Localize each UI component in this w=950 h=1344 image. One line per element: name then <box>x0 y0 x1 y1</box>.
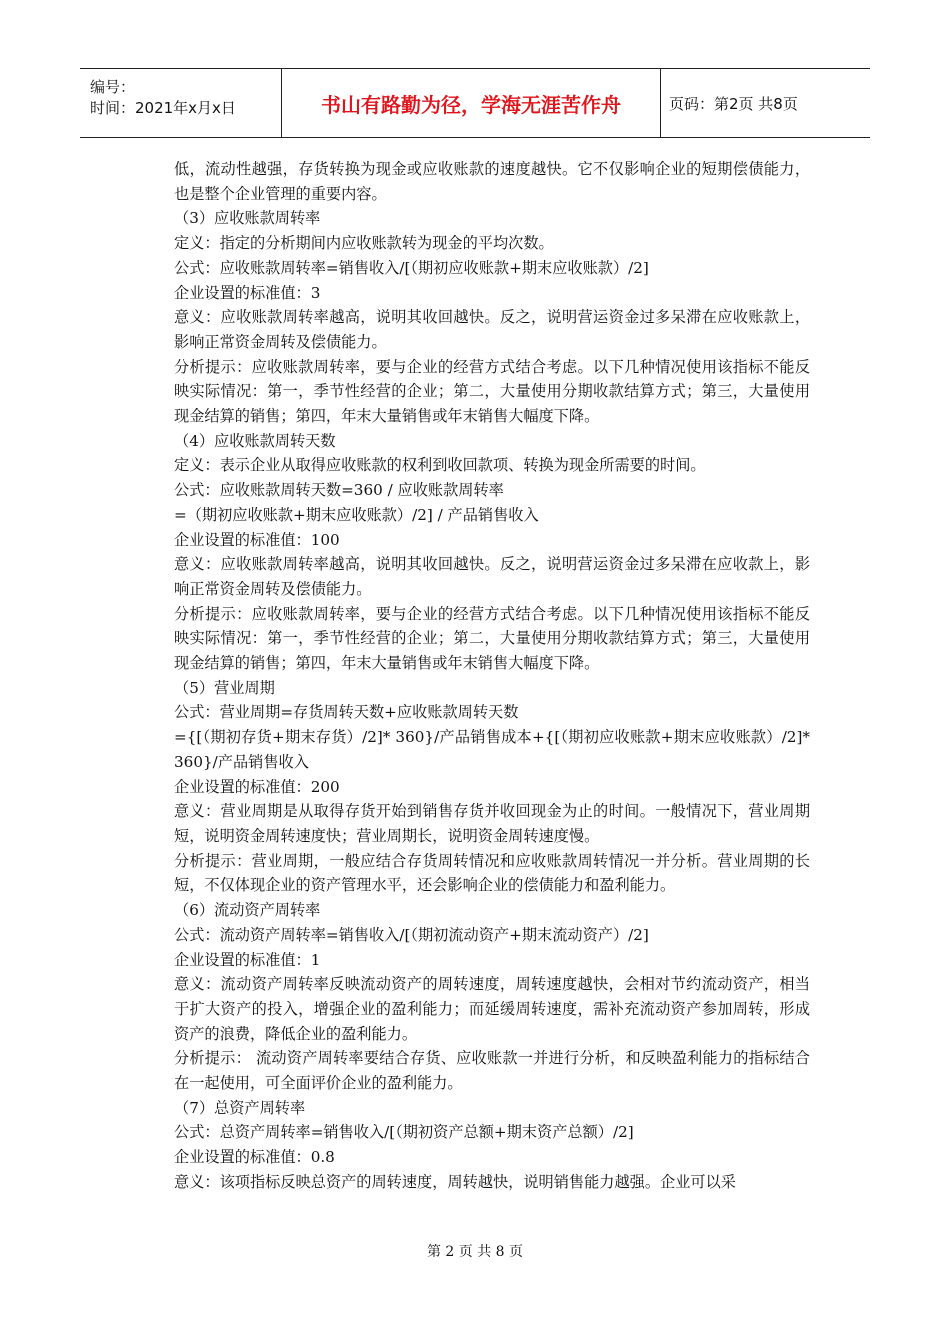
document-body <box>174 157 810 1195</box>
page-footer: 第 2 页 共 8 页 <box>426 1244 524 1260</box>
paragraph: 低，流动性越强，存货转换为现金或应收账款的速度越快。它不仅影响企业的短期偿债能力，也是整个企业管理的重要内容。 <box>174 160 810 203</box>
formula-line: 公式：应收账款周转率=销售收入/[（期初应收账款+期末应收账款）/2] <box>174 258 649 277</box>
formula-line: =（期初应收账款+期末应收账款）/2] / 产品销售收入 <box>174 505 539 524</box>
formula-line: 公式：流动资产周转率=销售收入/[（期初流动资产+期末流动资产）/2] <box>174 925 649 944</box>
formula-line: 公式：营业周期=存货周转天数+应收账款周转天数 <box>174 703 519 722</box>
paragraph: 分析提示：应收账款周转率，要与企业的经营方式结合考虑。以下几种情况使用该指标不能反映实际情况：第一，季节性经营的企业；第二，大量使用分期收款结算方式；第三，大量使用现金结算的销售；第四，年末大量销售或年末销售大幅度下降。 <box>174 357 810 426</box>
paragraph: 分析提示： 流动资产周转率要结合存货、应收账款一并进行分析，和反映盈利能力的指标结合在一起使用，可全面评价企业的盈利能力。 <box>174 1049 810 1093</box>
paragraph: 意义：该项指标反映总资产的周转速度，周转越快，说明销售能力越强。企业可以采 <box>174 1172 736 1191</box>
section-heading: （7）总资产周转率 <box>174 1098 306 1117</box>
document-number-label: 编号： <box>90 78 136 96</box>
paragraph: 意义：营业周期是从取得存货开始到销售存货并收回现金为止的时间。一般情况下，营业周期短，说明资金周转速度快；营业周期长，说明资金周转速度慢。 <box>174 802 810 845</box>
paragraph: 定义：表示企业从取得应收账款的权利到收回款项、转换为现金所需要的时间。 <box>174 456 706 475</box>
page-header <box>80 68 870 138</box>
document-time-label: 时间：2021年x月x日 <box>90 99 236 117</box>
paragraph: 意义：应收账款周转率越高，说明其收回越快。反之，说明营运资金过多呆滞在应收账款上，影响正常资金周转及偿债能力。 <box>174 308 810 351</box>
standard-value: 企业设置的标准值：3 <box>174 283 321 302</box>
header-page-info: 页码：第2页 共8页 <box>669 94 798 113</box>
formula-line: ={[（期初存货+期末存货）/2]* 360}/产品销售成本+{[（期初应收账款+期末应收账款）/2]* 360}/产品销售收入 <box>174 728 810 771</box>
section-heading: （6）流动资产周转率 <box>174 901 321 920</box>
header-meta <box>80 69 282 137</box>
paragraph: 分析提示：应收账款周转率，要与企业的经营方式结合考虑。以下几种情况使用该指标不能反映实际情况：第一，季节性经营的企业；第二，大量使用分期收款结算方式；第三，大量使用现金结算的销售；第四，年末大量销售或年末销售大幅度下降。 <box>174 604 810 673</box>
standard-value: 企业设置的标准值：100 <box>174 530 340 549</box>
paragraph: 意义：应收账款周转率越高，说明其收回越快。反之，说明营运资金过多呆滞在应收款上，影响正常资金周转及偿债能力。 <box>174 555 810 598</box>
standard-value: 企业设置的标准值：1 <box>174 950 321 969</box>
formula-line: 公式：总资产周转率=销售收入/[（期初资产总额+期末资产总额）/2] <box>174 1123 634 1142</box>
paragraph: 定义：指定的分析期间内应收账款转为现金的平均次数。 <box>174 234 554 253</box>
standard-value: 企业设置的标准值：200 <box>174 777 340 796</box>
header-slogan: 书山有路勤为径，学海无涯苦作舟 <box>282 69 661 137</box>
section-heading: （3）应收账款周转率 <box>174 209 321 228</box>
section-heading: （5）营业周期 <box>174 678 275 697</box>
section-heading: （4）应收账款周转天数 <box>174 431 336 450</box>
formula-line: 公式：应收账款周转天数=360 / 应收账款周转率 <box>174 481 504 500</box>
standard-value: 企业设置的标准值：0.8 <box>174 1148 335 1167</box>
paragraph: 意义：流动资产周转率反映流动资产的周转速度，周转速度越快，会相对节约流动资产，相当于扩大资产的投入，增强企业的盈利能力；而延缓周转速度，需补充流动资产参加周转，形成资产的浪费，降低企业的盈利能力。 <box>174 975 810 1043</box>
paragraph: 分析提示：营业周期，一般应结合存货周转情况和应收账款周转情况一并分析。营业周期的长短，不仅体现企业的资产管理水平，还会影响企业的偿债能力和盈利能力。 <box>174 851 810 895</box>
